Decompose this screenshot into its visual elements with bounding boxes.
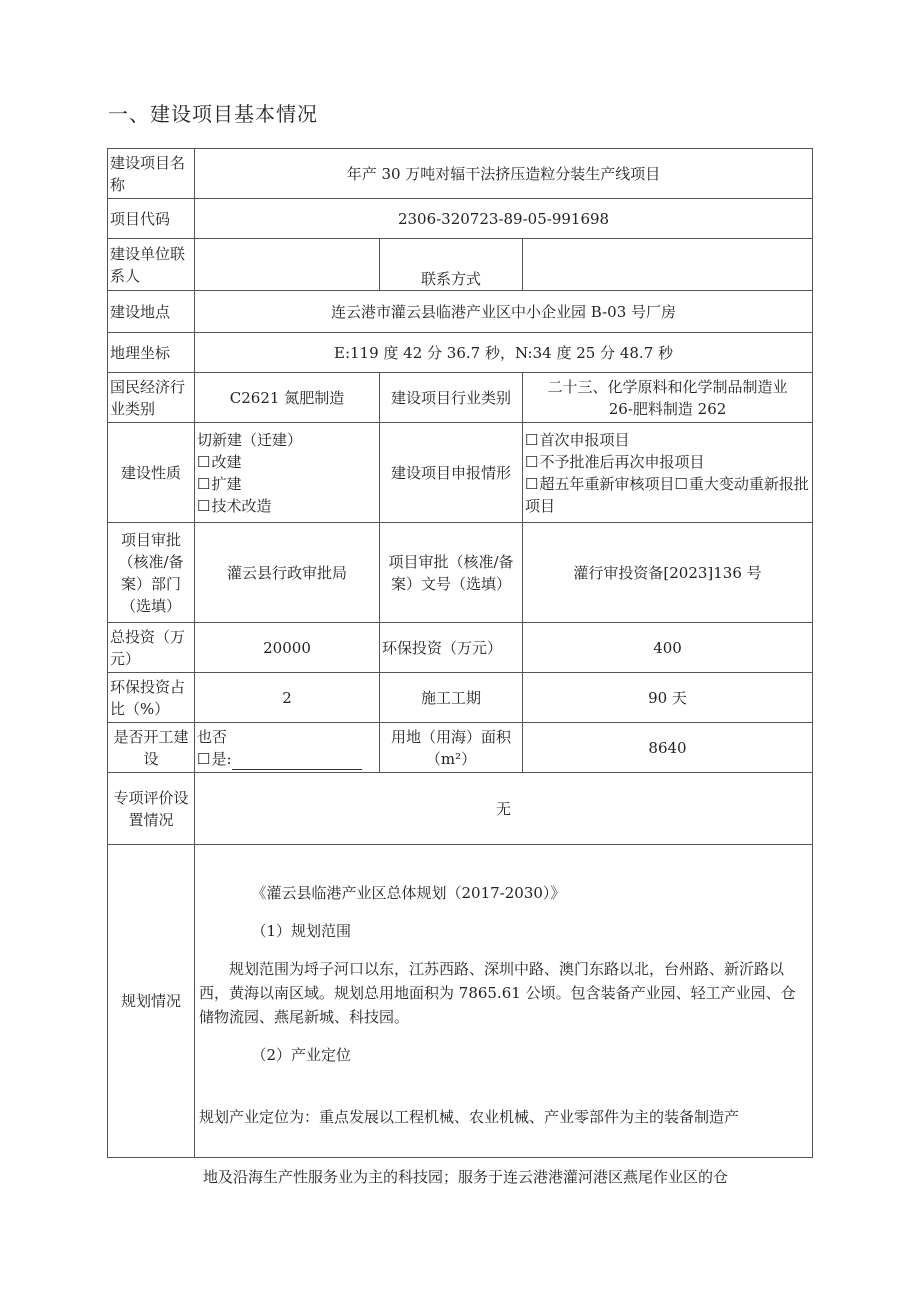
label-env-ratio: 环保投资占比（%）: [108, 673, 195, 723]
label-total-investment: 总投资（万元）: [108, 623, 195, 673]
value-project-name: 年产 30 万吨对辐干法挤压造粒分装生产线项目: [195, 149, 813, 199]
row-special: [108, 773, 813, 845]
option-five-year-review[interactable]: ☐ 超五年重新审核项目: [525, 475, 674, 493]
option-first-declare[interactable]: ☐ 首次申报项目: [525, 429, 810, 451]
value-coords: E:119 度 42 分 36.7 秒，N:34 度 25 分 48.7 秒: [195, 333, 813, 373]
label-industry: 国民经济行业类别: [108, 373, 195, 423]
label-approval-dept: 项目审批（核准/备案）部门（选填）: [108, 523, 195, 623]
row-project-code: [108, 199, 813, 239]
started-blank-line[interactable]: [232, 755, 362, 770]
value-industry: C2621 氮肥制造: [195, 373, 380, 423]
project-info-table: [107, 148, 813, 1158]
planning-title: 《灌云县临港产业区总体规划（2017-2030）》: [251, 884, 566, 902]
row-contact: [108, 239, 813, 291]
label-declare-type: 建设项目申报情形: [380, 423, 523, 523]
label-contact-method: 联系方式: [380, 239, 523, 291]
section-heading: 一、建设项目基本情况: [108, 102, 318, 126]
row-approval: [108, 523, 813, 623]
row-project-name: [108, 149, 813, 199]
option-not-started[interactable]: 也否: [197, 727, 228, 746]
value-approval-dept: 灌云县行政审批局: [195, 523, 380, 623]
value-land-area: 8640: [523, 723, 813, 773]
option-row-five-year: [525, 473, 810, 517]
value-project-code: 2306-320723-89-05-991698: [195, 199, 813, 239]
option-expand[interactable]: ☐ 扩建: [197, 473, 377, 495]
value-project-industry: [523, 373, 813, 423]
label-contact: 建设单位联系人: [108, 239, 195, 291]
row-industry: [108, 373, 813, 423]
label-project-industry: 建设项目行业类别: [380, 373, 523, 423]
declare-options: [523, 423, 813, 523]
option-major-change[interactable]: ☐ 重大变动重新报批项目: [525, 475, 809, 515]
label-construction-period: 施工工期: [380, 673, 523, 723]
row-location: [108, 291, 813, 333]
nature-options: [195, 423, 380, 523]
row-started: [108, 723, 813, 773]
label-location: 建设地点: [108, 291, 195, 333]
value-special-eval: 无: [195, 773, 813, 845]
value-env-ratio: 2: [195, 673, 380, 723]
option-new-build[interactable]: 切新建（迁建）: [197, 430, 303, 449]
option-row-started: [197, 748, 377, 770]
label-land-area: 用地（用海）面积（m²）: [380, 723, 523, 773]
label-approval-no: 项目审批（核准/备案）文号（选填）: [380, 523, 523, 623]
planning-paragraph-2: 规划产业定位为：重点发展以工程机械、农业机械、产业零部件为主的装备制造产: [199, 1108, 740, 1126]
label-env-investment: 环保投资（万元）: [380, 623, 523, 673]
project-industry-line2: 26-肥料制造 262: [608, 399, 727, 418]
option-redeclare[interactable]: ☐ 不予批准后再次申报项目: [525, 451, 810, 473]
label-planning: 规划情况: [108, 845, 195, 1158]
planning-paragraph-1: 规划范围为埒子河口以东，江苏西路、深圳中路、澳门东路以北，台州路、新沂路以西，黄海以南区域。规划总用地面积为 7865.61 公顷。包含装备产业园、轻工产业园、仓储物流园、燕尾新城、科技园。: [199, 960, 796, 1026]
option-tech-upgrade[interactable]: ☐ 技术改造: [197, 495, 377, 517]
row-ratio: [108, 673, 813, 723]
value-env-investment: 400: [523, 623, 813, 673]
value-total-investment: 20000: [195, 623, 380, 673]
row-planning: [108, 845, 813, 1158]
value-contact-method: [523, 239, 813, 291]
planning-section-1: （1）规划范围: [251, 922, 352, 940]
row-coords: [108, 333, 813, 373]
row-investment: [108, 623, 813, 673]
value-contact-person: [195, 239, 380, 291]
option-started[interactable]: ☐ 是:: [197, 750, 232, 768]
row-nature: [108, 423, 813, 523]
started-options: [195, 723, 380, 773]
planning-section-2: （2）产业定位: [251, 1046, 352, 1064]
project-industry-line1: 二十三、化学原料和化学制品制造业: [547, 377, 788, 396]
value-planning: [195, 845, 813, 1158]
label-nature: 建设性质: [108, 423, 195, 523]
option-rebuild[interactable]: ☐ 改建: [197, 451, 377, 473]
value-approval-no: 灌行审投资备[2023]136 号: [523, 523, 813, 623]
value-location: 连云港市灌云县临港产业区中小企业园 B-03 号厂房: [195, 291, 813, 333]
label-project-name: 建设项目名称: [108, 149, 195, 199]
label-project-code: 项目代码: [108, 199, 195, 239]
label-started: 是否开工建设: [108, 723, 195, 773]
continuation-text: 地及沿海生产性服务业为主的科技园；服务于连云港港灌河港区燕尾作业区的仓: [203, 1168, 729, 1186]
label-special-eval: 专项评价设置情况: [108, 773, 195, 845]
label-coords: 地理坐标: [108, 333, 195, 373]
value-construction-period: 90 天: [523, 673, 813, 723]
